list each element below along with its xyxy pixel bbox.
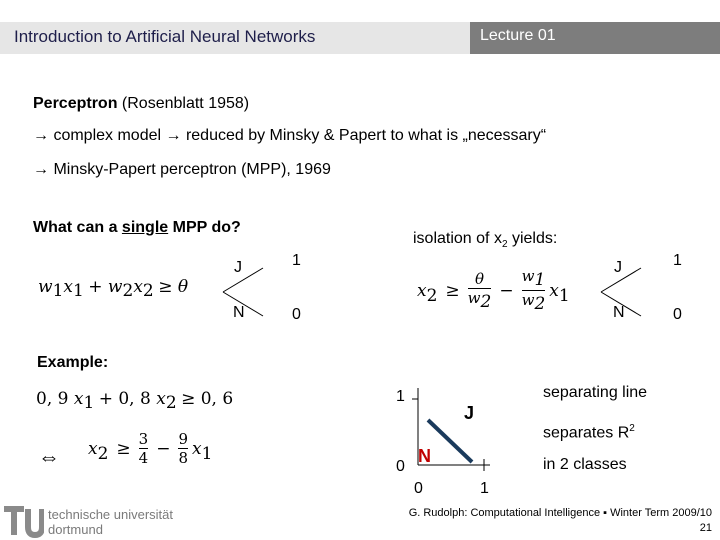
- example-inequality: 0, 9 $x_1 + 0$, 8 $x_2 \ge 0$, 6: [36, 389, 234, 414]
- branch-J-2: J: [614, 259, 622, 276]
- note-classes: in 2 classes: [543, 456, 627, 473]
- question-prefix: What can a: [33, 219, 118, 236]
- equivalence-symbol: ⇔: [38, 444, 60, 469]
- tu-logo-icon: [2, 505, 44, 539]
- fraction-theta-w2: $\frac{\theta}{w_2}$: [467, 269, 492, 312]
- isolation-heading: [413, 230, 557, 250]
- x-tick-label-1: 1: [480, 480, 489, 497]
- y-tick-label-1: 1: [396, 388, 405, 405]
- page-number: 21: [699, 522, 712, 534]
- separating-line: [428, 420, 472, 462]
- question-suffix: MPP do?: [172, 219, 241, 236]
- question-heading: [33, 219, 241, 237]
- mpp-line: → Minsky-Papert perceptron (MPP), 1969: [33, 161, 331, 178]
- output-2-J: 1: [673, 252, 682, 269]
- perceptron-source: (Rosenblatt 1958): [121, 95, 250, 112]
- note-separates-sup: 2: [629, 423, 635, 434]
- isolation-sub: 2: [501, 239, 508, 251]
- question-underlined: single: [121, 219, 169, 236]
- formula-weighted-sum: $w_1x_1 + w_2x_2 \ge \theta$: [38, 277, 189, 302]
- region-J-label: J: [464, 403, 475, 423]
- branch-J-1: J: [234, 259, 242, 276]
- university-name: technische universität: [48, 507, 174, 522]
- lecture-label: Lecture 01: [480, 27, 556, 44]
- university-city: dortmund: [48, 522, 103, 537]
- reduction-line: → complex model → reduced by Minsky & Papert to what is „necessary“: [33, 127, 547, 144]
- branch-N-2: N: [613, 304, 625, 321]
- course-title: Introduction to Artificial Neural Networks: [14, 27, 316, 46]
- y-tick-label-0: 0: [396, 458, 405, 475]
- perceptron-line: [33, 95, 249, 113]
- output-1-J: 1: [292, 252, 301, 269]
- isolation-suffix: yields:: [511, 230, 558, 247]
- output-2-N: 0: [673, 306, 682, 323]
- fraction-3-4: $\frac{3}{4}$: [138, 430, 149, 467]
- isolation-text: isolation of x: [413, 230, 502, 247]
- example-isolated: x 2 ≥ $\frac{3}{4}$ − $\frac{9}{8}$ x 1: [88, 430, 213, 467]
- branch-N-1: N: [233, 304, 245, 321]
- x-tick-label-0: 0: [414, 480, 423, 497]
- example-label: Example:: [37, 354, 109, 371]
- footer-citation: G. Rudolph: Computational Intelligence ▪ Winter Term 2009/10: [408, 507, 712, 519]
- note-separates: [543, 423, 635, 442]
- output-1-N: 0: [292, 306, 301, 323]
- formula-isolated-x2: x 2 ≥ $\frac{\theta}{w_2}$ − $\frac{w_1}{w_2}$ x 1: [417, 267, 570, 314]
- note-separating-line: separating line: [543, 384, 648, 401]
- perceptron-term: Perceptron: [33, 95, 118, 112]
- fraction-w1-w2: $\frac{w_1}{w_2}$: [521, 267, 546, 314]
- fraction-9-8: $\frac{9}{8}$: [178, 430, 189, 467]
- region-N-label: N: [418, 446, 431, 466]
- note-separates-text: separates R: [543, 424, 630, 442]
